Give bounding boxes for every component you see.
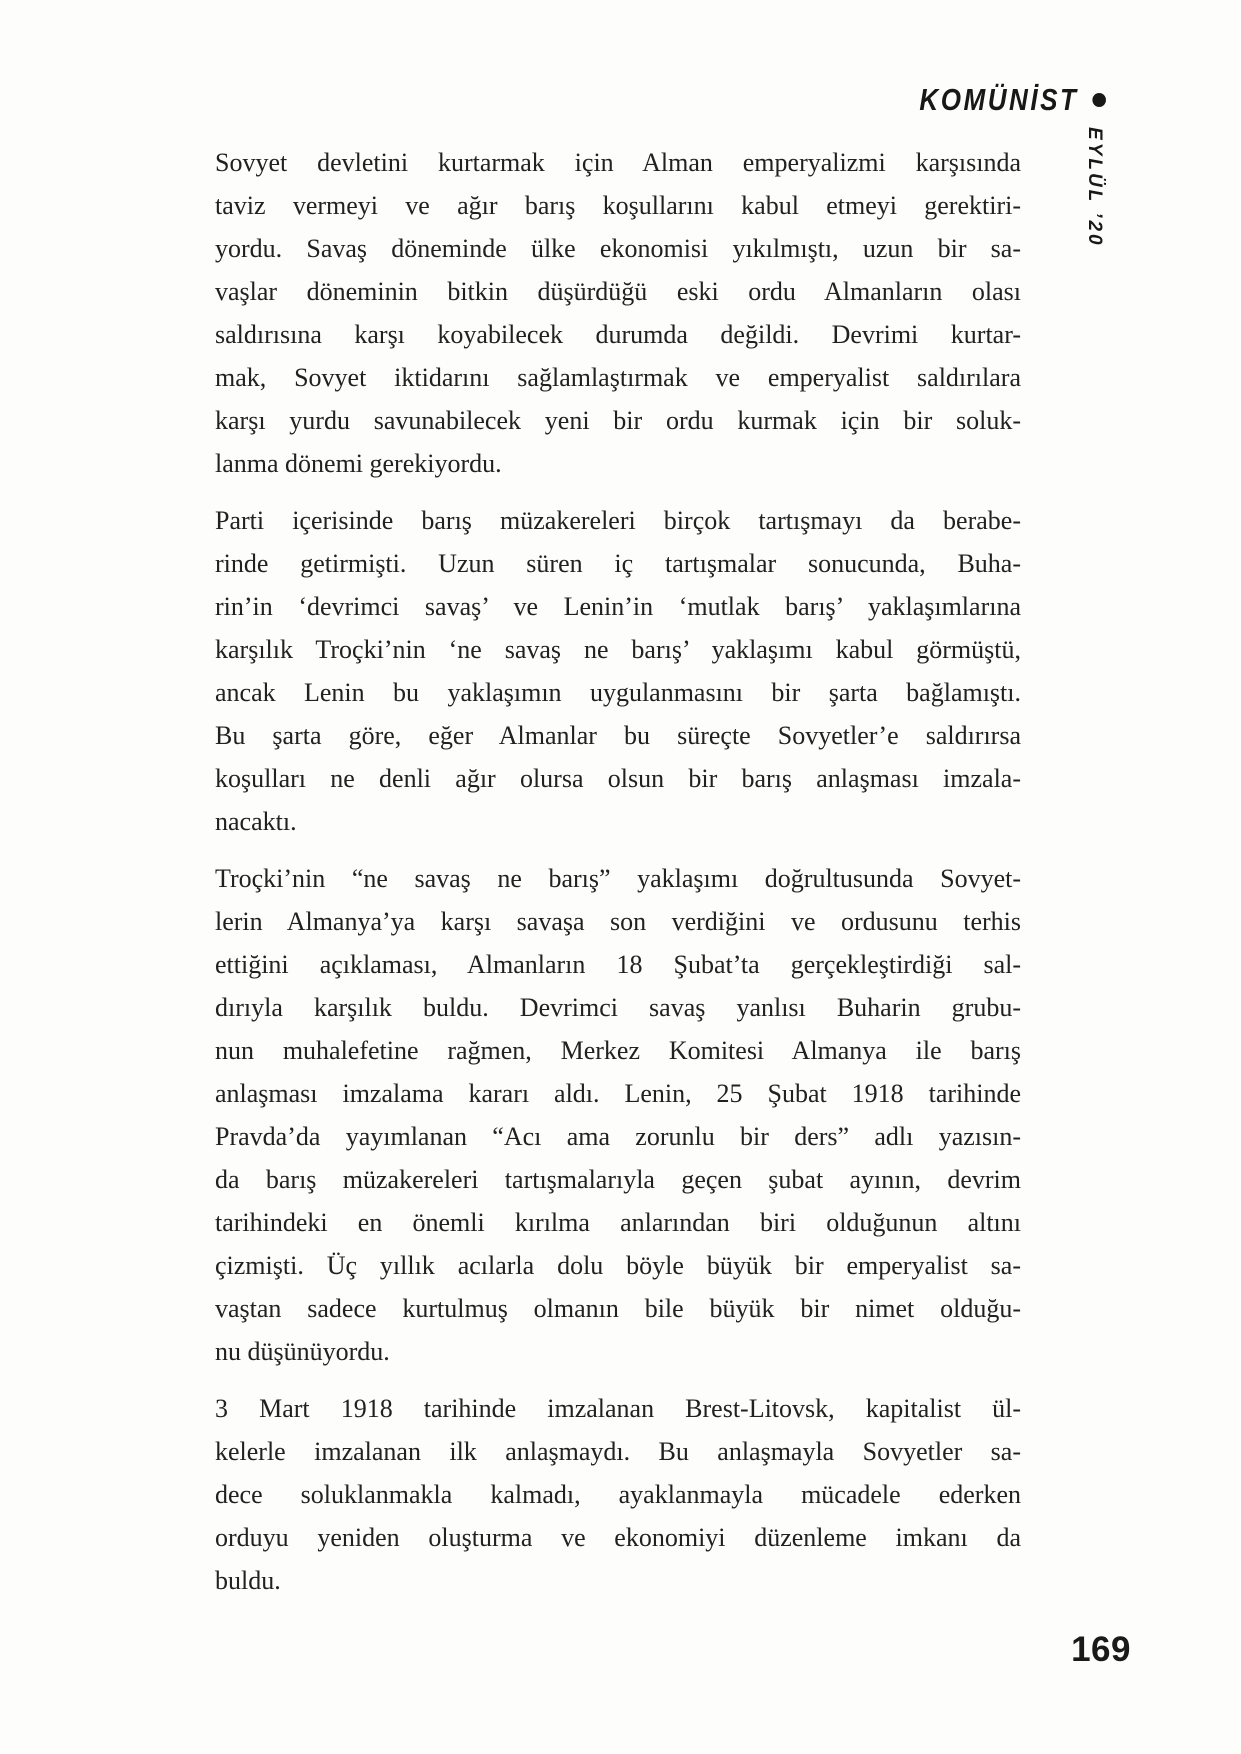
text-line: mak, Sovyet iktidarını sağlamlaştırmak ve emperyalist saldırılara: [215, 363, 1021, 392]
text-line: Pravda’da yayımlanan “Acı ama zorunlu bir ders” adlı yazısın-: [215, 1122, 1021, 1151]
text-line: buldu.: [215, 1566, 281, 1595]
text-line: taviz vermeyi ve ağır barış koşullarını kabul etmeyi gerektiri-: [215, 191, 1021, 220]
text-line: dece soluklanmakla kalmadı, ayaklanmayla mücadele ederken: [215, 1480, 1021, 1509]
page-number: 169: [1071, 1630, 1131, 1669]
text-line: nu düşünüyordu.: [215, 1337, 390, 1366]
text-line: çizmişti. Üç yıllık acılarla dolu böyle büyük bir emperyalist sa-: [215, 1251, 1021, 1280]
text-line: rin’in ‘devrimci savaş’ ve Lenin’in ‘mutlak barış’ yaklaşımlarına: [215, 592, 1021, 621]
text-line: nacaktı.: [215, 807, 297, 836]
text-line: karşılık Troçki’nin ‘ne savaş ne barış’ yaklaşımı kabul görmüştü,: [215, 635, 1021, 664]
issue-label: EYLÜL ’20: [1084, 127, 1105, 248]
text-line: Parti içerisinde barış müzakereleri birçok tartışmayı da berabe-: [215, 506, 1021, 535]
text-line: tarihindeki en önemli kırılma anlarından biri olduğunun altını: [215, 1208, 1021, 1237]
text-line: vaştan sadece kurtulmuş olmanın bile büyük bir nimet olduğu-: [215, 1294, 1021, 1323]
text-line: lerin Almanya’ya karşı savaşa son verdiğini ve ordusunu terhis: [215, 907, 1021, 936]
text-line: yordu. Savaş döneminde ülke ekonomisi yıkılmıştı, uzun bir sa-: [215, 234, 1021, 263]
text-line: Troçki’nin “ne savaş ne barış” yaklaşımı doğrultusunda Sovyet-: [215, 864, 1021, 893]
text-line: saldırısına karşı koyabilecek durumda değildi. Devrimi kurtar-: [215, 320, 1021, 349]
text-line: orduyu yeniden oluşturma ve ekonomiyi düzenleme imkanı da: [215, 1523, 1021, 1552]
text-line: Bu şarta göre, eğer Almanlar bu süreçte Sovyetler’e saldırırsa: [215, 721, 1021, 750]
text-line: vaşlar döneminin bitkin düşürdüğü eski ordu Almanların olası: [215, 277, 1021, 306]
paragraph: [215, 499, 1021, 843]
paragraph: [215, 1387, 1021, 1602]
magazine-title: KOMÜNİST: [919, 82, 1079, 117]
paragraph: [215, 857, 1021, 1373]
text-line: dırıyla karşılık buldu. Devrimci savaş yanlısı Buharin grubu-: [215, 993, 1021, 1022]
page-header: [919, 82, 1105, 118]
paragraph: [215, 141, 1021, 485]
text-line: nun muhalefetine rağmen, Merkez Komitesi Almanya ile barış: [215, 1036, 1021, 1065]
bullet-icon: [1092, 93, 1106, 107]
text-line: da barış müzakereleri tartışmalarıyla geçen şubat ayının, devrim: [215, 1165, 1021, 1194]
text-line: karşı yurdu savunabilecek yeni bir ordu kurmak için bir soluk-: [215, 406, 1021, 435]
text-line: kelerle imzalanan ilk anlaşmaydı. Bu anlaşmayla Sovyetler sa-: [215, 1437, 1021, 1466]
text-line: lanma dönemi gerekiyordu.: [215, 449, 502, 478]
text-line: ettiğini açıklaması, Almanların 18 Şubat’ta gerçekleştirdiği sal-: [215, 950, 1021, 979]
text-line: koşulları ne denli ağır olursa olsun bir barış anlaşması imzala-: [215, 764, 1021, 793]
text-line: rinde getirmişti. Uzun süren iç tartışmalar sonucunda, Buha-: [215, 549, 1021, 578]
text-line: Sovyet devletini kurtarmak için Alman emperyalizmi karşısında: [215, 148, 1021, 177]
page-body: [215, 141, 1021, 1616]
text-line: ancak Lenin bu yaklaşımın uygulanmasını bir şarta bağlamıştı.: [215, 678, 1021, 707]
text-line: 3 Mart 1918 tarihinde imzalanan Brest-Litovsk, kapitalist ül-: [215, 1394, 1021, 1423]
text-line: anlaşması imzalama kararı aldı. Lenin, 25 Şubat 1918 tarihinde: [215, 1079, 1021, 1108]
